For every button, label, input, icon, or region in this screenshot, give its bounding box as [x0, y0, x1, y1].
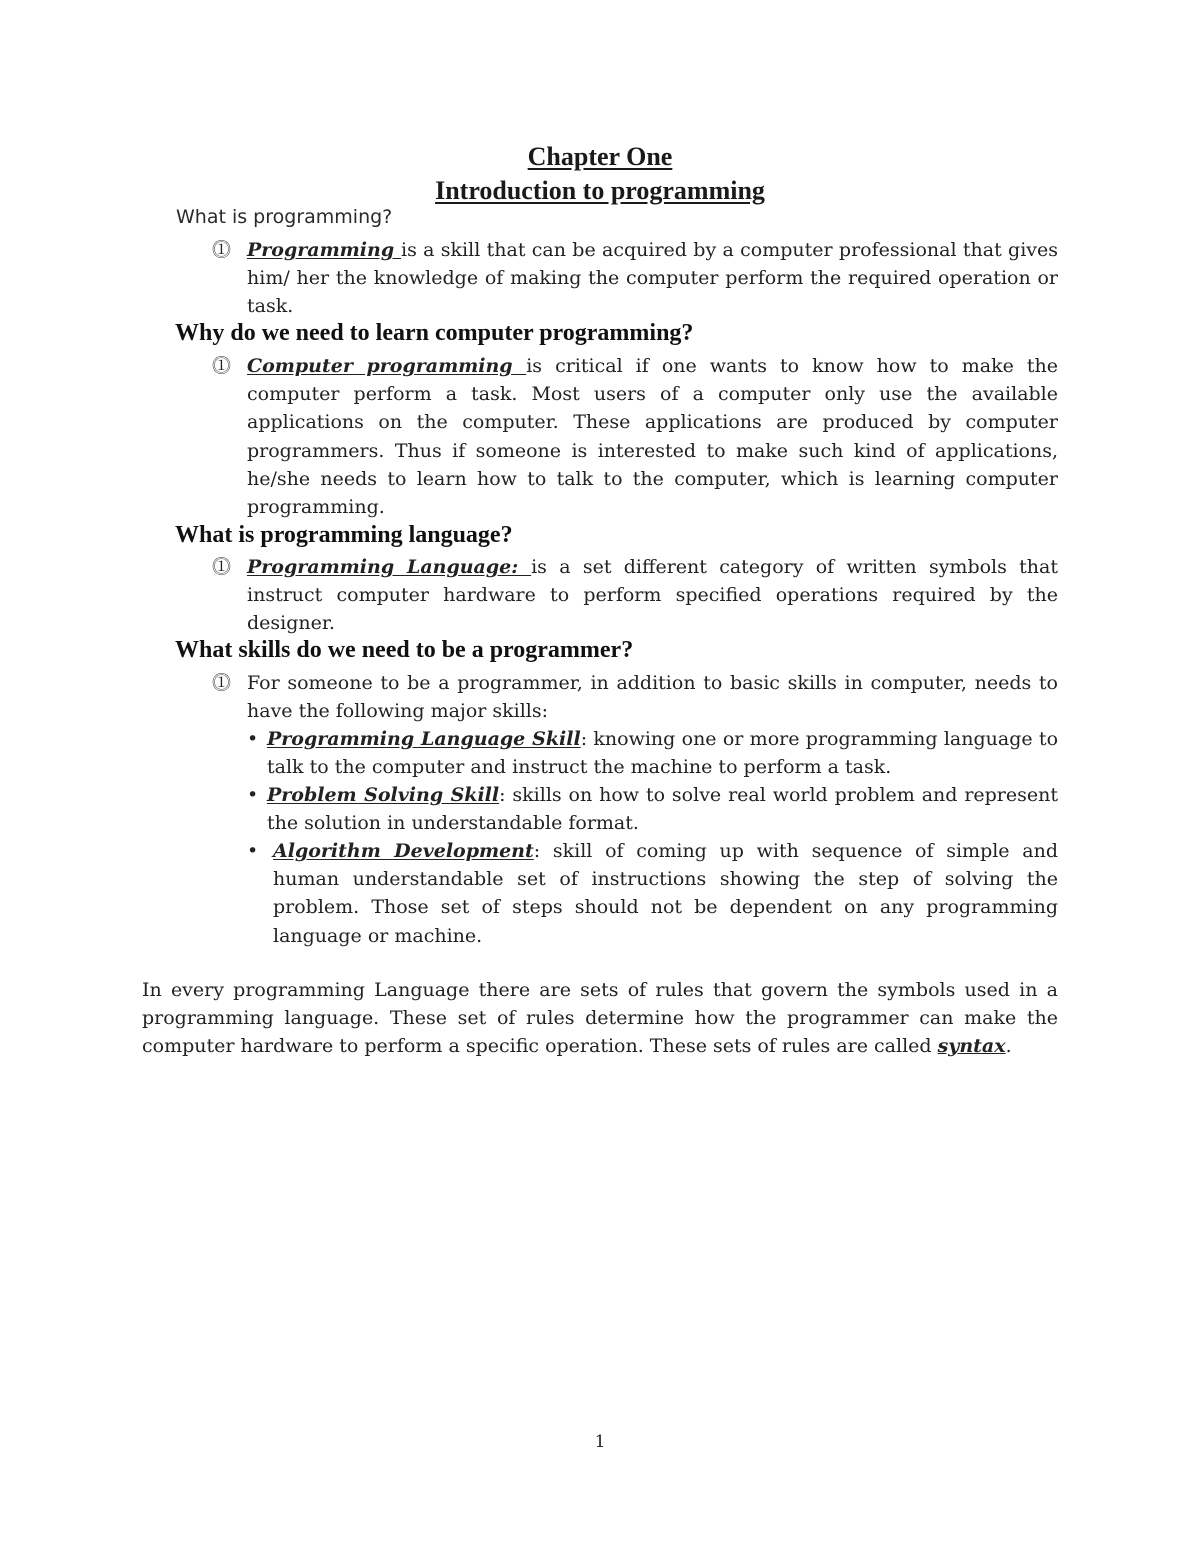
bullet-dot-icon: • — [247, 728, 259, 750]
term-syntax: syntax — [937, 1035, 1006, 1058]
closing-text: In every programming Language there are sets of rules that govern the symbols used in a programming language. These set of rules determine how the programmer can make the computer hardware to perform a specific operation. These sets of rules are called — [142, 979, 1058, 1058]
skill-item — [247, 725, 1058, 781]
skill-term-programming-language: Programming Language Skill — [267, 728, 581, 750]
list-item — [212, 669, 1058, 725]
page-number: 1 — [594, 1432, 606, 1452]
closing-end: . — [1005, 1035, 1012, 1058]
term-computer-programming: Computer programming — [247, 355, 527, 377]
chapter-title: Chapter One — [527, 142, 673, 171]
section-question-what-is-programming: What is programming? — [176, 206, 393, 228]
skill-text: : knowing one or more programming language to talk to the computer and instruct the machine to perform a task. — [267, 728, 1059, 779]
definition-text: is a skill that can be acquired by a computer professional that gives him/ her the knowledge of making the computer perform the required operation or task. — [247, 239, 1058, 318]
definition-text: is critical if one wants to know how to make the computer perform a task. Most users of a computer only use the available applications on the computer. These applications are produced by computer programmers. Thus if someone is interested to make such kind of applications, he/she needs to learn how to talk to the computer, which is learning computer programming. — [247, 355, 1059, 519]
clock-bullet-icon: ⓵ — [212, 556, 232, 578]
section-heading-programming-language: What is programming language? — [175, 522, 513, 548]
closing-paragraph — [142, 976, 1058, 1061]
skills-intro-text: For someone to be a programmer, in addition to basic skills in computer, needs to have the following major skills: — [247, 672, 1058, 723]
definition-text: is a set different category of written symbols that instruct computer hardware to perform specified operations required by the designer. — [247, 556, 1058, 635]
section-heading-skills: What skills do we need to be a programmer? — [175, 637, 634, 663]
skill-item — [247, 837, 1058, 950]
clock-bullet-icon: ⓵ — [212, 672, 232, 694]
clock-bullet-icon: ⓵ — [212, 355, 232, 377]
section-heading-why-learn: Why do we need to learn computer programming? — [175, 320, 694, 346]
chapter-subtitle: Introduction to programming — [435, 176, 765, 205]
term-programming-language: Programming Language: — [247, 556, 532, 578]
list-item — [212, 236, 1058, 321]
bullet-dot-icon: • — [247, 840, 259, 862]
list-item — [212, 553, 1058, 638]
skill-item — [247, 781, 1058, 837]
skill-term-algorithm-development: Algorithm Development — [273, 840, 534, 862]
term-programming: Programming — [247, 239, 401, 261]
clock-bullet-icon: ⓵ — [212, 239, 232, 261]
list-item — [212, 352, 1058, 521]
skill-text: : skill of coming up with sequence of simple and human understandable set of instructions showing the step of solving the problem. Those set of steps should not be dependent on any programming language or machine. — [273, 840, 1058, 947]
bullet-dot-icon: • — [247, 784, 259, 806]
skill-text: : skills on how to solve real world problem and represent the solution in understandable format. — [267, 784, 1059, 835]
skill-term-problem-solving: Problem Solving Skill — [267, 784, 500, 806]
